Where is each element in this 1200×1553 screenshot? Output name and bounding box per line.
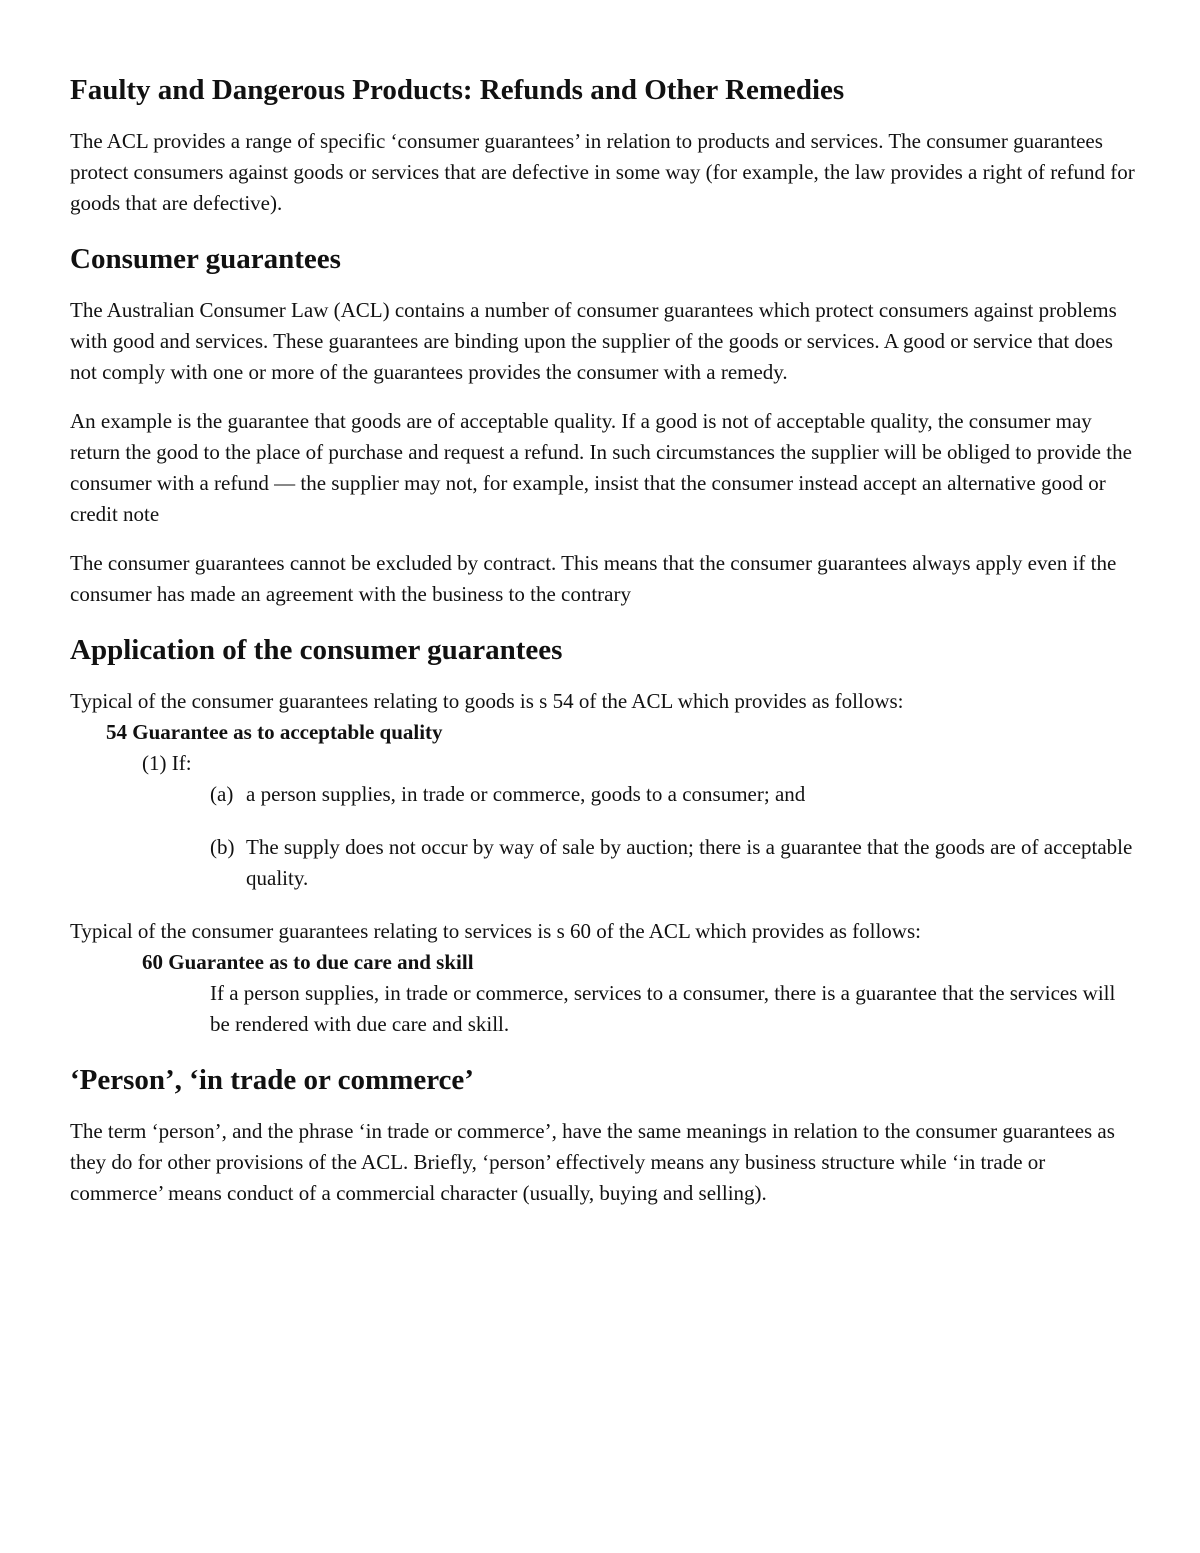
paragraph-b-text: The supply does not occur by way of sale by auction; there is a guarantee that the goods are of acceptable quality. bbox=[246, 835, 1133, 890]
consumer-guarantees-paragraph-2: An example is the guarantee that goods are of acceptable quality. If a good is not of acceptable quality, the consumer may return the good to the place of purchase and request a refund. In such circumstances the supplier will be obliged to provide the consumer with a refund — the supplier may not, for example, insist that the consumer instead accept an alternative good or credit note bbox=[70, 409, 1132, 526]
section-54-paragraph-a bbox=[210, 779, 1135, 810]
paragraph-a-text: a person supplies, in trade or commerce, goods to a consumer; and bbox=[246, 782, 806, 806]
services-lead-text: Typical of the consumer guarantees relating to services is s 60 of the ACL which provides as follows: bbox=[70, 919, 921, 943]
heading-application: Application of the consumer guarantees bbox=[70, 634, 563, 666]
section-54-title: 54 Guarantee as to acceptable quality bbox=[106, 720, 443, 744]
paragraph-b-marker: (b) bbox=[210, 835, 235, 859]
goods-lead-text: Typical of the consumer guarantees relating to goods is s 54 of the ACL which provides as follows: bbox=[70, 689, 904, 713]
heading-person-trade: ‘Person’, ‘in trade or commerce’ bbox=[70, 1064, 474, 1096]
section-54-paragraph-b bbox=[210, 832, 1135, 894]
person-trade-paragraph: The term ‘person’, and the phrase ‘in trade or commerce’, have the same meanings in relation to the consumer guarantees as they do for other provisions of the ACL. Briefly, ‘person’ effectively means any business structure while ‘in trade or commerce’ means conduct of a commercial character (usually, buying and selling). bbox=[70, 1119, 1115, 1205]
paragraph-a-marker: (a) bbox=[210, 782, 234, 806]
document-content bbox=[70, 72, 1135, 1227]
intro-paragraph: The ACL provides a range of specific ‘consumer guarantees’ in relation to products and services. The consumer guarantees protect consumers against goods or services that are defective in some way (for example, the law provides a right of refund for goods that are defective). bbox=[70, 129, 1135, 215]
heading-consumer-guarantees: Consumer guarantees bbox=[70, 243, 341, 275]
document-title: Faulty and Dangerous Products: Refunds and Other Remedies bbox=[70, 74, 845, 106]
section-60-title: 60 Guarantee as to due care and skill bbox=[142, 950, 474, 974]
consumer-guarantees-paragraph-3: The consumer guarantees cannot be excluded by contract. This means that the consumer guarantees always apply even if the consumer has made an agreement with the business to the contrary bbox=[70, 551, 1117, 606]
section-54-subsection-1: (1) If: bbox=[142, 751, 192, 775]
section-60-text: If a person supplies, in trade or commerce, services to a consumer, there is a guarantee that the services will be rendered with due care and skill. bbox=[210, 981, 1116, 1036]
consumer-guarantees-paragraph-1: The Australian Consumer Law (ACL) contains a number of consumer guarantees which protect consumers against problems with good and services. These guarantees are binding upon the supplier of the goods or services. A good or service that does not comply with one or more of the guarantees provides the consumer with a remedy. bbox=[70, 298, 1117, 384]
